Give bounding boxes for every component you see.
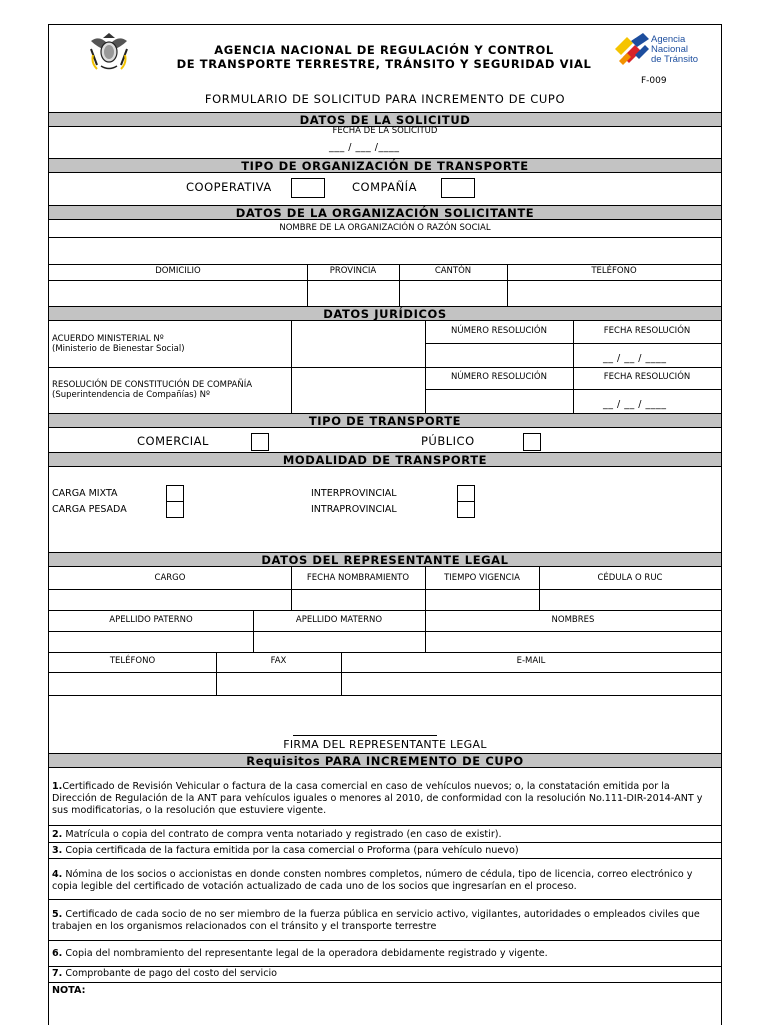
requisito-4-num: 4. — [52, 869, 63, 880]
provincia-field[interactable] — [308, 281, 399, 306]
domicilio-field[interactable] — [49, 281, 307, 306]
requisito-7 — [52, 968, 716, 980]
intraprovincial-label: INTRAPROVINCIAL — [311, 504, 397, 515]
section-tipo-transporte: TIPO DE TRANSPORTE — [49, 413, 721, 428]
publico-checkbox[interactable] — [523, 433, 541, 451]
domicilio-label: DOMICILIO — [155, 266, 201, 276]
nota-field[interactable] — [89, 983, 721, 999]
compania-checkbox[interactable] — [441, 178, 475, 198]
interprovincial-label: INTERPROVINCIAL — [311, 488, 397, 499]
apellido-paterno-label: APELLIDO PATERNO — [109, 615, 193, 625]
requisito-4-text: Nómina de los socios o accionistas en donde consten nombres completos, número de cédula, tipo de licencia, correo electrónico y copia legible del certificado de votación actualizado de cada uno de los socios que ingresarían en el proceso. — [52, 869, 693, 892]
form-title: FORMULARIO DE SOLICITUD PARA INCREMENTO DE CUPO — [204, 92, 566, 106]
requisito-2-num: 2. — [52, 829, 63, 840]
requisito-3 — [52, 845, 716, 857]
fecha-solicitud-label: FECHA DE LA SOLICITUD — [332, 126, 438, 136]
canton-label: CANTÓN — [434, 266, 472, 276]
numero-resolucion-field-2[interactable] — [426, 390, 573, 413]
requisito-4 — [52, 869, 716, 893]
ant-logo-icon — [613, 31, 653, 73]
tiempo-vigencia-label: TIEMPO VIGENCIA — [444, 573, 520, 583]
cargo-field[interactable] — [49, 590, 291, 610]
nota-text: NOTA: — [52, 985, 86, 996]
provincia-label: PROVINCIA — [329, 266, 377, 276]
requisito-1-num: 1. — [52, 781, 63, 792]
ant-logo-text — [651, 35, 698, 65]
section-representante: DATOS DEL REPRESENTANTE LEGAL — [49, 552, 721, 567]
section-datos-solicitud: DATOS DE LA SOLICITUD — [49, 112, 721, 127]
requisito-3-text: Copia certificada de la factura emitida por la casa comercial o Proforma (para vehículo nuevo) — [62, 845, 519, 856]
comercial-label: COMERCIAL — [137, 434, 209, 448]
fax-field[interactable] — [217, 673, 341, 695]
logo-text-line3: de Tránsito — [651, 54, 698, 65]
compania-label: COMPAÑÍA — [352, 180, 417, 194]
ecuador-coat-of-arms-icon — [87, 31, 131, 73]
requisito-5-text: Certificado de cada socio de no ser miembro de la fuerza pública en servicio activo, vigilantes, autoridades o empleados civiles que trabajen en los organismos relacionados con el tránsito y el transporte terrestre — [52, 909, 700, 932]
cedula-label: CÉDULA O RUC — [597, 573, 663, 583]
requisito-7-num: 7. — [52, 968, 63, 979]
requisito-6-num: 6. — [52, 948, 63, 959]
apellido-materno-field[interactable] — [254, 632, 425, 652]
nombres-field[interactable] — [426, 632, 721, 652]
carga-mixta-checkbox[interactable] — [166, 485, 184, 502]
fecha-resolucion-label-1: FECHA RESOLUCIÓN — [603, 326, 691, 336]
firma-field[interactable] — [289, 715, 437, 735]
tiempo-vigencia-field[interactable] — [426, 590, 539, 610]
agency-name-line1: AGENCIA NACIONAL DE REGULACIÓN Y CONTROL — [214, 43, 554, 57]
carga-pesada-checkbox[interactable] — [166, 501, 184, 518]
telefono-rep-field[interactable] — [49, 673, 216, 695]
requisito-7-text: Comprobante de pago del costo del servicio — [62, 968, 278, 979]
numero-resolucion-label-1: NÚMERO RESOLUCIÓN — [451, 326, 547, 336]
nombres-label: NOMBRES — [551, 615, 595, 625]
logo-text-line2: Nacional — [651, 44, 688, 55]
requisito-5 — [52, 909, 716, 933]
intraprovincial-checkbox[interactable] — [457, 501, 475, 518]
apellido-paterno-field[interactable] — [49, 632, 253, 652]
form-code: F-009 — [641, 76, 667, 86]
fecha-resolucion-field-2[interactable]: __ / __ / ____ — [603, 399, 667, 410]
requisito-1 — [52, 781, 716, 817]
section-juridicos: DATOS JURÍDICOS — [49, 306, 721, 321]
fecha-solicitud-field[interactable]: ___ / ___ /____ — [329, 142, 400, 153]
carga-mixta-label: CARGA MIXTA — [52, 488, 118, 499]
telefono-org-field[interactable] — [508, 281, 721, 306]
requisito-6 — [52, 948, 716, 960]
requisito-2-text: Matrícula o copia del contrato de compra venta notariado y registrado (en caso de existir). — [62, 829, 502, 840]
interprovincial-checkbox[interactable] — [457, 485, 475, 502]
requisito-5-num: 5. — [52, 909, 63, 920]
email-label: E-MAIL — [516, 656, 546, 666]
comercial-checkbox[interactable] — [251, 433, 269, 451]
firma-line — [293, 735, 437, 736]
acuerdo-ministerial-sub: (Ministerio de Bienestar Social) — [52, 344, 185, 354]
requisito-2 — [52, 829, 716, 841]
fax-label: FAX — [270, 656, 287, 666]
cedula-field[interactable] — [540, 590, 721, 610]
fecha-resolucion-field-1[interactable]: __ / __ / ____ — [603, 353, 667, 364]
section-modalidad: MODALIDAD DE TRANSPORTE — [49, 452, 721, 467]
cooperativa-checkbox[interactable] — [291, 178, 325, 198]
acuerdo-ministerial-label: ACUERDO MINISTERIAL Nº — [52, 334, 164, 344]
resolucion-constitucion-field[interactable] — [292, 368, 425, 413]
resolucion-constitucion-label: RESOLUCIÓN DE CONSTITUCIÓN DE COMPAÑÍA — [52, 380, 253, 390]
section-requisitos: Requisitos PARA INCREMENTO DE CUPO — [49, 753, 721, 768]
section-organizacion: DATOS DE LA ORGANIZACIÓN SOLICITANTE — [49, 205, 721, 220]
fecha-nombramiento-field[interactable] — [292, 590, 425, 610]
nombre-organizacion-field[interactable] — [49, 238, 721, 264]
cargo-label: CARGO — [154, 573, 186, 583]
telefono-rep-label: TELÉFONO — [109, 656, 156, 666]
resolucion-constitucion-sub: (Superintendencia de Compañías) Nº — [52, 390, 210, 400]
form-page — [48, 24, 722, 1025]
telefono-org-label: TELÉFONO — [591, 266, 637, 276]
requisito-1-text: Certificado de Revisión Vehicular o factura de la casa comercial en caso de vehículos nuevos; o, la constatación emitida por la Dirección de Regulación de la ANT para vehículos iguales o menores al 2010, de conformidad con la resolución No.111-DIR-2014-ANT y sus modificatorias, o la resolución que estuviere vigente. — [52, 781, 703, 816]
publico-label: PÚBLICO — [421, 434, 475, 448]
numero-resolucion-label-2: NÚMERO RESOLUCIÓN — [451, 372, 547, 382]
logo-text-line1: Agencia — [651, 34, 686, 45]
nombre-organizacion-label: NOMBRE DE LA ORGANIZACIÓN O RAZÓN SOCIAL — [279, 223, 491, 233]
apellido-materno-label: APELLIDO MATERNO — [295, 615, 383, 625]
firma-label: FIRMA DEL REPRESENTANTE LEGAL — [283, 738, 487, 751]
email-field[interactable] — [342, 673, 721, 695]
canton-field[interactable] — [400, 281, 507, 306]
cooperativa-label: COOPERATIVA — [186, 180, 272, 194]
fecha-resolucion-label-2: FECHA RESOLUCIÓN — [603, 372, 691, 382]
acuerdo-ministerial-field[interactable] — [292, 322, 425, 367]
section-tipo-organizacion: TIPO DE ORGANIZACIÓN DE TRANSPORTE — [49, 158, 721, 173]
requisito-6-text: Copia del nombramiento del representante legal de la operadora debidamente registrado y vigente. — [62, 948, 548, 959]
carga-pesada-label: CARGA PESADA — [52, 504, 127, 515]
fecha-nombramiento-label: FECHA NOMBRAMIENTO — [306, 573, 410, 583]
agency-name-line2: DE TRANSPORTE TERRESTRE, TRÁNSITO Y SEGURIDAD VIAL — [176, 57, 592, 71]
requisito-3-num: 3. — [52, 845, 63, 856]
numero-resolucion-field-1[interactable] — [426, 344, 573, 367]
